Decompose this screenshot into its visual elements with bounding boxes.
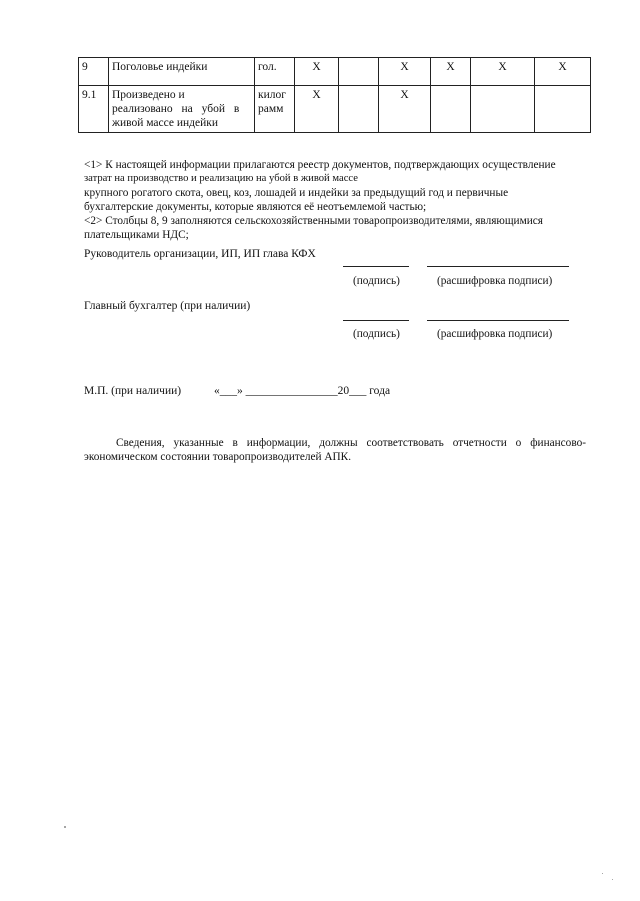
row-name-line-1: Произведено и (112, 89, 185, 101)
scan-speck (602, 873, 603, 874)
date-close-quote: » (237, 385, 243, 397)
date-month-blank: ________________ (245, 385, 338, 397)
head-label: Руководитель организации, ИП, ИП глава КФХ (84, 248, 316, 260)
footnote-1-line-4: бухгалтерские документы, которые являются её неотъемлемой частью; (84, 201, 427, 213)
table-cell: X (379, 86, 431, 133)
head-decoding-line (427, 266, 569, 267)
head-decoding-caption: (расшифровка подписи) (437, 275, 553, 287)
table-cell: X (379, 58, 431, 86)
table-cell (471, 86, 535, 133)
table-cell (535, 86, 591, 133)
row-name: Поголовье индейки (109, 58, 255, 86)
footnote-2-line-1: <2> Столбцы 8, 9 заполняются сельскохозяйственными товаропроизводителями, являющимися (84, 215, 543, 227)
table-cell: X (471, 58, 535, 86)
table-cell: X (295, 86, 339, 133)
head-signature-line (343, 266, 409, 267)
row-number: 9 (79, 58, 109, 86)
table-row (79, 58, 591, 86)
date-line (214, 385, 390, 397)
data-table (78, 57, 591, 133)
table-row (79, 86, 591, 133)
scan-speck (64, 826, 66, 828)
row-unit: гол. (255, 58, 295, 86)
footnote-2-line-2: плательщиками НДС; (84, 229, 189, 241)
table-cell: X (431, 58, 471, 86)
row-name (109, 86, 255, 133)
table-cell: X (535, 58, 591, 86)
row-unit (255, 86, 295, 133)
row-name-line-3: живой массе индейки (112, 117, 219, 129)
date-day-blank: ___ (219, 385, 237, 397)
scan-speck (612, 879, 613, 880)
table-cell (431, 86, 471, 133)
footnote-1-line-2: затрат на производство и реализацию на убой в живой массе (84, 173, 358, 184)
head-signature-caption: (подпись) (353, 275, 400, 287)
footnote-1-line-3: крупного рогатого скота, овец, коз, лошадей и индейки за предыдущий год и первичные (84, 187, 509, 199)
table-cell (339, 58, 379, 86)
row-unit-line-1: килог (258, 89, 286, 101)
table-cell: X (295, 58, 339, 86)
accountant-signature-caption: (подпись) (353, 328, 400, 340)
year-suffix: года (369, 385, 391, 397)
row-unit-line-2: рамм (258, 103, 284, 115)
accountant-decoding-caption: (расшифровка подписи) (437, 328, 553, 340)
accountant-label: Главный бухгалтер (при наличии) (84, 300, 251, 312)
stamp-label: М.П. (при наличии) (84, 385, 182, 397)
row-name-line-2: реализовано на убой в (112, 103, 240, 115)
row-number: 9.1 (79, 86, 109, 133)
accountant-signature-line (343, 320, 409, 321)
footnote-1-line-1: <1> К настоящей информации прилагаются реестр документов, подтверждающих осуществление (84, 159, 556, 171)
final-statement: Сведения, указанные в информации, должны соответствовать отчетности о финансово-экономическом состоянии товаропроизводителей АПК. (84, 437, 586, 463)
accountant-decoding-line (427, 320, 569, 321)
date-open-quote: « (214, 385, 220, 397)
year-prefix: 20 (337, 385, 350, 397)
footnotes (84, 158, 586, 242)
table-cell (339, 86, 379, 133)
year-blank: ___ (349, 385, 367, 397)
